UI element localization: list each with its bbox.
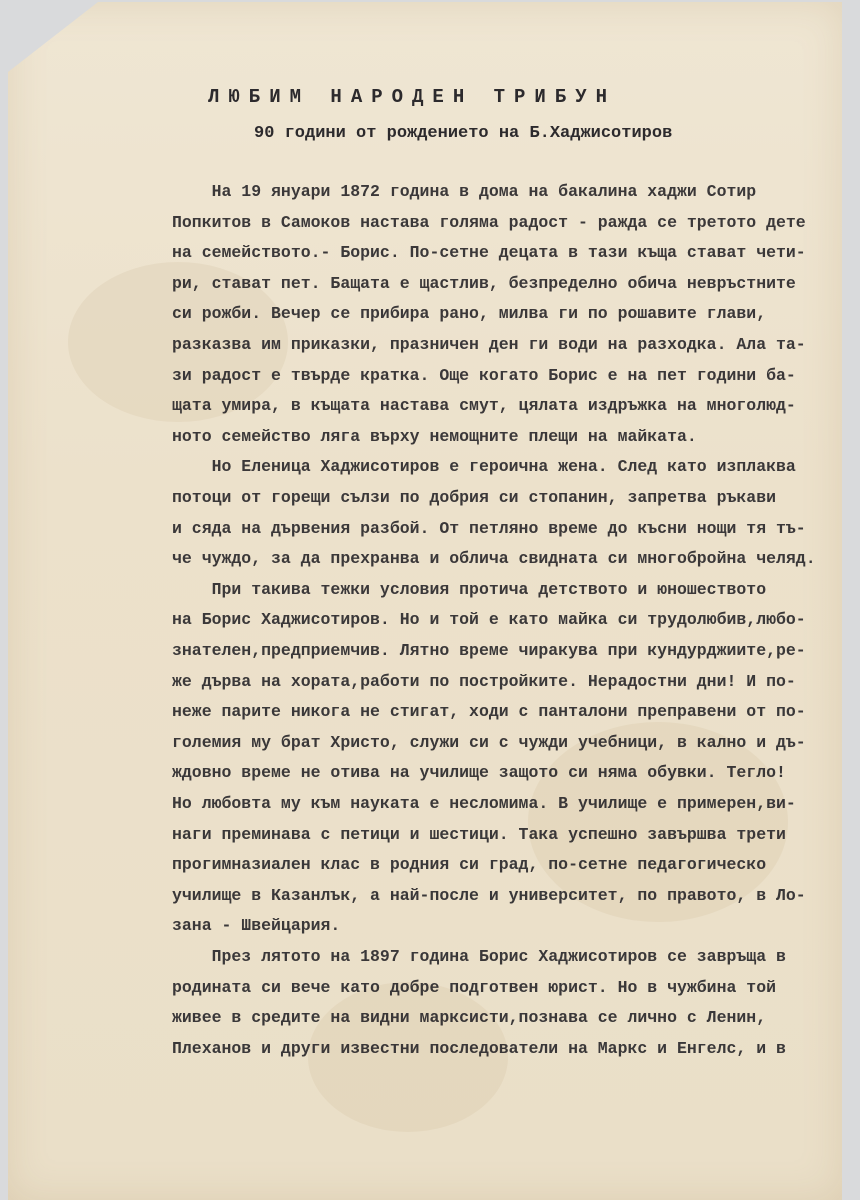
text-line: и сяда на дървения разбой. От петляно време до късни нощи тя тъ- [172,518,806,538]
text-line: Попкитов в Самоков настава голяма радост - ражда се третото дете [172,212,806,232]
text-line: ри, стават пет. Бащата е щастлив, безпределно обича невръстните [172,273,796,293]
document-title: ЛЮБИМ НАРОДЕН ТРИБУН [208,86,617,108]
text-line: Но Еленица Хаджисотиров е героична жена. След като изплаква [172,457,796,477]
text-line: ждовно време не отива на училище защото си няма обувки. Тегло! [172,763,786,783]
text-line: же дърва на хората,работи по постройките. Нерадостни дни! И по- [172,671,796,691]
text-line: родината си вече като добре подготвен юрист. Но в чужбина той [172,977,776,997]
document-page [8,2,842,1200]
text-line: живее в средите на видни марксисти,познава се лично с Ленин, [172,1008,767,1028]
text-line: си рожби. Вечер се прибира рано, милва ги по рошавите глави, [172,304,767,324]
text-line: наги преминава с петици и шестици. Така успешно завършва трети [172,824,786,844]
text-line: големия му брат Христо, служи си с чужди учебници, в кално и дъ- [172,732,806,752]
folded-corner [8,2,98,72]
text-line: прогимназиален клас в родния си град, по-сетне педагогическо [172,855,767,875]
text-line: че чуждо, за да прехранва и облича свидната си многобройна челяд. [172,549,816,569]
text-line: зи радост е твърде кратка. Още когато Борис е на пет години ба- [172,365,796,385]
text-line: При такива тежки условия протича детството и юношеството [172,579,767,599]
text-line: училище в Казанлък, а най-после и университет, по правото, в Ло- [172,885,806,905]
text-line: щата умира, в къщата настава смут, цялата издръжка на многолюд- [172,396,796,416]
text-line: на Борис Хаджисотиров. Но и той е като майка си трудолюбив,любо- [172,610,806,630]
text-line: потоци от горещи сълзи по добрия си стопанин, запретва ръкави [172,488,776,507]
text-line: На 19 януари 1872 година в дома на бакалина хаджи Сотир [172,182,757,201]
text-line: Но любовта му към науката е несломима. В училище е примерен,ви- [172,794,796,813]
document-subtitle: 90 години от рождението на Б.Хаджисотиров [254,124,673,143]
text-line: През лятото на 1897 година Борис Хаджисотиров се завръща в [172,947,786,966]
text-line: на семейството.- Борис. По-сетне децата в тази къща стават чети- [172,243,806,263]
text-line: разказва им приказки, празничен ден ги води на разходка. Ала та- [172,335,806,354]
text-line: зана - Швейцария. [172,916,341,936]
text-line: ното семейство ляга върху немощните плещи на майката. [172,426,697,446]
text-line: неже парите никога не стигат, ходи с панталони преправени от по- [172,702,806,722]
text-line: знателен,предприемчив. Лятно време чиракува при кундурджиите,ре- [172,641,806,660]
text-line: Плеханов и други известни последователи на Маркс и Енгелс, и в [172,1038,786,1058]
